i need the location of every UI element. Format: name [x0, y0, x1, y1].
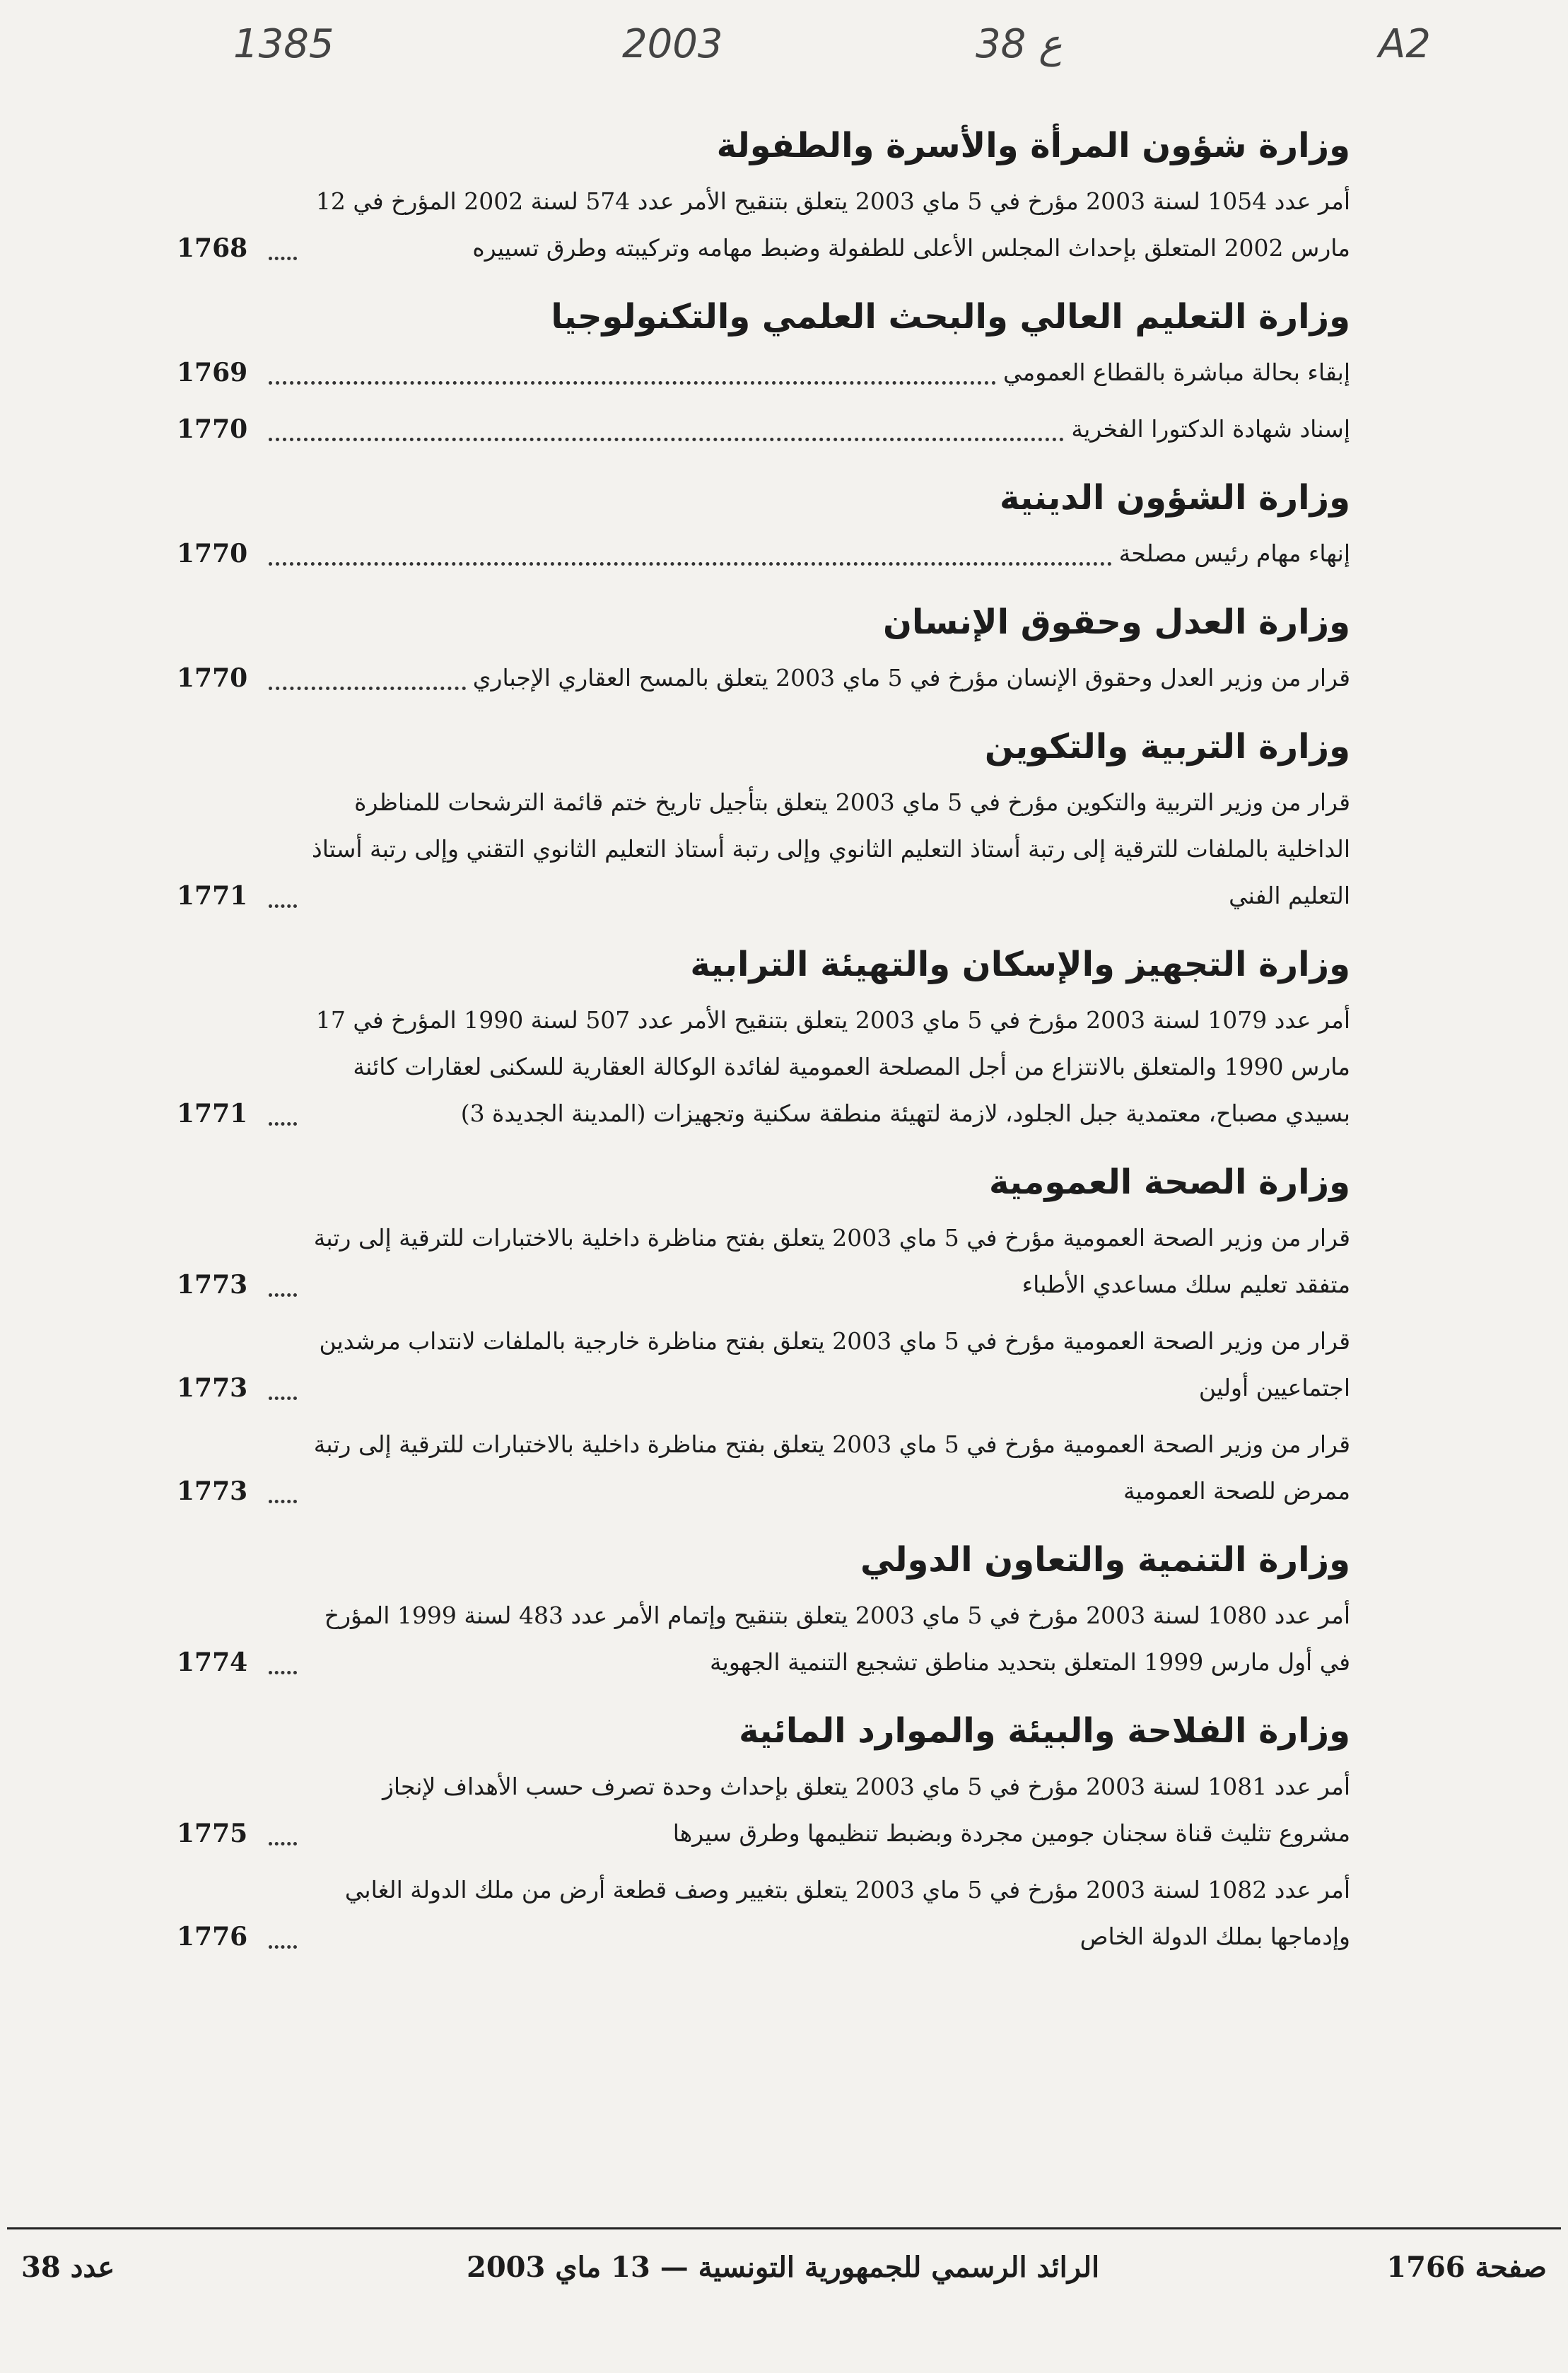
ministry-section [177, 590, 1350, 701]
entry-text: إنهاء مهام رئيس مصلحة [1118, 540, 1350, 567]
ministry-title: وزارة شؤون المرأة والأسرة والطفولة [716, 126, 1350, 165]
entry-text: قرار من وزير التربية والتكوين مؤرخ في 5 ماي 2003 يتعلق بتأجيل تاريخ ختم قائمة الترشحات للمناظرة الداخلية بالملفات للترقية إلى رتبة أستاذ التعليم الثانوي وإلى رتبة أستاذ التعليم الثانوي التقني وإلى رتبة أستاذ التعليم الفني [312, 788, 1350, 909]
dot-leader [269, 562, 1112, 566]
ministry-section [177, 113, 1350, 272]
entry-page-number: 1771 [177, 1099, 248, 1129]
toc-entry [177, 1763, 1350, 1857]
entry-page-number: 1773 [177, 1270, 248, 1300]
dot-leader [269, 257, 297, 260]
ministry-section [177, 932, 1350, 1137]
ministry-title: وزارة التنمية والتعاون الدولي [860, 1540, 1350, 1580]
toc-entry [177, 779, 1350, 919]
toc-entry [177, 1867, 1350, 1960]
toc-entry [177, 655, 1350, 701]
ministry-section [177, 465, 1350, 577]
entry-page-number: 1768 [177, 233, 248, 263]
entry-text: أمر عدد 1082 لسنة 2003 مؤرخ في 5 ماي 2003 يتعلق بتغيير وصف قطعة أرض من ملك الدولة الغابي وإدماجها بملك الدولة الخاص [344, 1876, 1350, 1950]
dot-leader [269, 1671, 297, 1674]
footer-journal-title: الرائد الرسمي للجمهورية التونسية — 13 ماي 2003 [467, 2251, 1100, 2284]
entry-page-number: 1775 [177, 1819, 248, 1848]
entry-page-number: 1776 [177, 1922, 248, 1952]
ministry-title: وزارة الصحة العمومية [988, 1162, 1350, 1202]
footer-page-number: صفحة 1766 [1386, 2251, 1547, 2284]
toc-entry [177, 997, 1350, 1137]
toc-entry [177, 530, 1350, 577]
ministry-section [177, 1150, 1350, 1515]
entry-text: أمر عدد 1080 لسنة 2003 مؤرخ في 5 ماي 2003 يتعلق بتنقيح وإتمام الأمر عدد 483 لسنة 1999 المؤرخ في أول مارس 1999 المتعلق بتحديد مناطق تشجيع التنمية الجهوية [324, 1602, 1350, 1676]
entry-page-number: 1770 [177, 663, 248, 693]
entry-page-number: 1773 [177, 1476, 248, 1506]
entry-text: قرار من وزير الصحة العمومية مؤرخ في 5 ماي 2003 يتعلق بفتح مناظرة داخلية بالاختبارات للترقية إلى رتبة ممرض للصحة العمومية [313, 1430, 1350, 1505]
entry-text: قرار من وزير الصحة العمومية مؤرخ في 5 ماي 2003 يتعلق بفتح مناظرة خارجية بالملفات لانتداب مرشدين اجتماعيين أولين [319, 1327, 1350, 1401]
handwritten-note: 1385 [233, 21, 334, 67]
entry-text: إبقاء بحالة مباشرة بالقطاع العمومي [1003, 358, 1350, 386]
toc-entry [177, 406, 1350, 453]
dot-leader [269, 904, 297, 908]
dot-leader [269, 438, 1064, 441]
toc-entry [177, 1318, 1350, 1411]
dot-leader [269, 687, 466, 690]
dot-leader [269, 1122, 297, 1126]
table-of-contents [177, 113, 1350, 1973]
handwritten-note: 38 ع [976, 21, 1063, 67]
ministry-title: وزارة التربية والتكوين [984, 727, 1350, 766]
ministry-section [177, 284, 1350, 453]
toc-entry [177, 1215, 1350, 1308]
ministry-title: وزارة الفلاحة والبيئة والموارد المائية [739, 1711, 1350, 1751]
entry-text: أمر عدد 1081 لسنة 2003 مؤرخ في 5 ماي 2003 يتعلق بإحداث وحدة تصرف حسب الأهداف لإنجاز مشروع تثليث قناة سجنان جومين مجردة وبضبط تنظيمها وطرق سيرها [382, 1773, 1350, 1847]
dot-leader [269, 381, 996, 385]
entry-page-number: 1773 [177, 1373, 248, 1403]
ministry-title: وزارة الشؤون الدينية [999, 478, 1350, 518]
ministry-title: وزارة التجهيز والإسكان والتهيئة الترابية [690, 945, 1350, 984]
toc-entry [177, 1421, 1350, 1515]
entry-text: أمر عدد 1054 لسنة 2003 مؤرخ في 5 ماي 2003 يتعلق بتنقيح الأمر عدد 574 لسنة 2002 المؤرخ في 12 مارس 2002 المتعلق بإحداث المجلس الأعلى للطفولة وضبط مهامه وتركيبته وطرق تسييره [315, 187, 1350, 262]
dot-leader [269, 1842, 297, 1846]
ministry-section [177, 714, 1350, 919]
entry-text: إسناد شهادة الدكتورا الفخرية [1071, 415, 1350, 443]
ministry-section [177, 1698, 1350, 1960]
entry-page-number: 1774 [177, 1648, 248, 1677]
ministry-title: وزارة التعليم العالي والبحث العلمي والتكنولوجيا [551, 297, 1350, 337]
handwritten-note: A2 [1379, 21, 1431, 67]
entry-text: قرار من وزير الصحة العمومية مؤرخ في 5 ماي 2003 يتعلق بفتح مناظرة داخلية بالاختبارات للترقية إلى رتبة متفقد تعليم سلك مساعدي الأطباء [313, 1224, 1350, 1298]
dot-leader [269, 1293, 297, 1297]
page-footer [7, 2227, 1561, 2307]
footer-issue-number: عدد 38 [21, 2251, 115, 2284]
toc-entry [177, 349, 1350, 396]
entry-page-number: 1770 [177, 414, 248, 444]
toc-entry [177, 178, 1350, 272]
entry-page-number: 1771 [177, 881, 248, 911]
dot-leader [269, 1500, 297, 1503]
ministry-title: وزارة العدل وحقوق الإنسان [882, 602, 1350, 642]
entry-text: قرار من وزير العدل وحقوق الإنسان مؤرخ في 5 ماي 2003 يتعلق بالمسح العقاري الإجباري [472, 664, 1350, 692]
entry-text: أمر عدد 1079 لسنة 2003 مؤرخ في 5 ماي 2003 يتعلق بتنقيح الأمر عدد 507 لسنة 1990 المؤرخ في 17 مارس 1990 والمتعلق بالانتزاع من أجل المصلحة العمومية لفائدة الوكالة العقارية للسكنى لعقارات كائنة بسيدي مصباح، معتمدية جبل الجلود، لازمة لتهيئة منطقة سكنية وتجهيزات (المدينة الجديدة 3) [315, 1006, 1350, 1127]
entry-page-number: 1770 [177, 539, 248, 569]
dot-leader [269, 1397, 297, 1400]
ministry-section [177, 1527, 1350, 1686]
toc-entry [177, 1592, 1350, 1686]
dot-leader [269, 1945, 297, 1949]
handwritten-note: 2003 [622, 21, 723, 67]
entry-page-number: 1769 [177, 358, 248, 387]
